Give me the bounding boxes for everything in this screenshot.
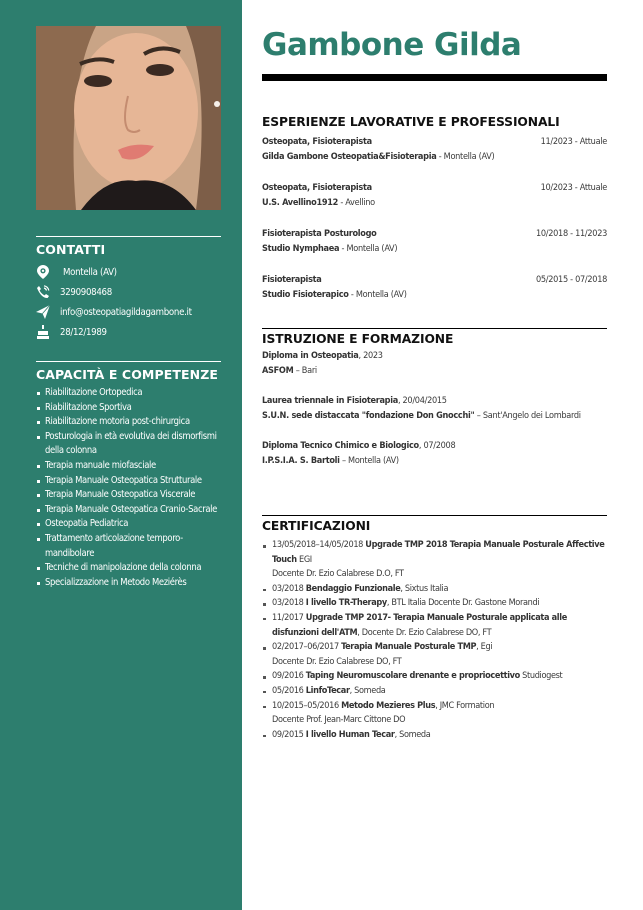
cert-provider: , BTL Italia Docente Dr. Gastone Morandi: [386, 598, 540, 609]
cert-provider: , Docente Dr. Ezio Calabrese DO, FT: [357, 627, 492, 638]
cert-item: [262, 582, 607, 597]
contact-email: [36, 302, 221, 322]
cert-item: [262, 538, 607, 582]
edu-school: I.P.S.I.A. S. Bartoli: [262, 456, 340, 466]
cert-date: 10/2015–05/2016: [272, 700, 342, 711]
cert-date: 11/2017: [272, 612, 306, 623]
skill-item: Riabilitazione Ortopedica: [36, 386, 221, 401]
edu-degree: Diploma Tecnico Chimico e Biologico: [262, 441, 419, 451]
skill-item: Specializzazione in Metodo Meziérès: [36, 576, 221, 591]
contact-phone: [36, 282, 221, 302]
job-employer: U.S. Avellino1912: [262, 198, 339, 208]
sidebar: [0, 0, 242, 910]
phone-icon: [36, 285, 50, 299]
cert-item: [262, 669, 607, 684]
divider: [36, 236, 221, 237]
cert-date: 09/2016: [272, 671, 306, 682]
cert-title: Taping Neuromuscolare drenante e propriocettivo: [305, 671, 520, 682]
job-dates: 11/2023 - Attuale: [540, 137, 607, 147]
cert-date: 13/05/2018–14/05/2018: [272, 540, 366, 550]
cert-title: Upgrade TMP 2017- Terapia Manuale Posturale applicata alle disfunzioni dell'ATM: [272, 612, 567, 638]
certifications-list: [262, 538, 607, 742]
skill-item: Terapia manuale miofasciale: [36, 459, 221, 474]
skills-section: [36, 361, 221, 590]
job-role: Osteopata, Fisioterapista: [262, 137, 372, 147]
experience-title: ESPERIENZE LAVORATIVE E PROFESSIONALI: [262, 115, 560, 129]
cert-provider: Studiogest: [519, 671, 563, 682]
skill-item: Terapia Manuale Osteopatica Viscerale: [36, 488, 221, 503]
job-place: - Avellino: [338, 198, 375, 208]
edu-school: S.U.N. sede distaccata "fondazione Don Gnocchi": [262, 411, 475, 421]
edu-place: – Montella (AV): [339, 456, 399, 466]
edu-degree: Diploma in Osteopatia: [262, 351, 359, 361]
job-role: Fisioterapista: [262, 275, 322, 285]
cert-date: 03/2018: [272, 583, 306, 594]
certifications-section: [262, 515, 607, 742]
edu-school: ASFOM: [262, 366, 294, 376]
cert-date: 02/2017–06/2017: [272, 642, 342, 653]
skill-item: Terapia Manuale Osteopatica Cranio-Sacrale: [36, 503, 221, 518]
edu-date: , 20/04/2015: [397, 396, 447, 406]
edu-degree: Laurea triennale in Fisioterapia: [262, 396, 398, 406]
cert-provider: , Someda: [349, 685, 386, 696]
job-entry: [262, 227, 607, 257]
cert-title: I livello TR-Therapy: [305, 598, 387, 609]
cert-teacher: Docente Prof. Jean-Marc Cittone DO: [272, 715, 406, 726]
contact-birthdate-value: 28/12/1989: [60, 326, 107, 338]
cert-title: Terapia Manuale Posturale TMP: [341, 642, 477, 653]
contact-location-value: Montella (AV): [63, 266, 117, 278]
skill-item: Riabilitazione Sportiva: [36, 401, 221, 416]
skills-title: CAPACITÀ E COMPETENZE: [36, 367, 219, 382]
education-entry: [262, 439, 607, 469]
cert-title: Metodo Mezieres Plus: [341, 700, 436, 711]
cert-title: Bendaggio Funzionale: [305, 583, 401, 594]
job-dates: 10/2018 - 11/2023: [535, 229, 607, 239]
cert-title: Upgrade TMP 2018 Terapia Manuale Posturale Affective Touch: [272, 540, 605, 565]
edu-date: , 2023: [358, 351, 383, 361]
cert-provider: , Sixtus Italia: [400, 583, 449, 594]
edu-place: – Sant'Angelo dei Lombardi: [474, 411, 581, 421]
cert-item: [262, 596, 607, 611]
job-dates: 10/2023 - Attuale: [540, 183, 607, 193]
divider: [262, 328, 607, 329]
profile-photo: [36, 26, 221, 210]
job-place: - Montella (AV): [436, 152, 495, 162]
contacts-title: CONTATTI: [36, 242, 106, 257]
skill-item: Riabilitazione motoria post-chirurgica: [36, 415, 221, 430]
cert-item: [262, 640, 607, 669]
skill-item: Trattamento articolazione temporo-mandibolare: [36, 532, 221, 561]
cert-date: 09/2015: [272, 729, 306, 740]
birthday-cake-icon: [36, 325, 50, 339]
job-employer: Studio Fisioterapico: [262, 290, 349, 300]
cert-date: 03/2018: [272, 598, 306, 609]
experience-section: [262, 115, 607, 319]
education-section: [262, 328, 607, 484]
education-title: ISTRUZIONE E FORMAZIONE: [262, 332, 454, 346]
job-entry: [262, 273, 607, 303]
job-place: - Montella (AV): [339, 244, 398, 254]
skills-list: [36, 386, 221, 590]
job-role: Osteopata, Fisioterapista: [262, 183, 372, 193]
edu-date: , 07/2008: [418, 441, 456, 451]
contact-phone-value[interactable]: 3290908468: [60, 286, 112, 298]
profile-photo-illustration: [36, 26, 221, 210]
divider: [36, 361, 221, 362]
contact-birthdate: [36, 322, 221, 342]
skill-item: Tecniche di manipolazione della colonna: [36, 561, 221, 576]
send-icon: [36, 305, 50, 319]
cert-title: LinfoTecar: [305, 685, 350, 696]
cert-provider: EGI: [296, 554, 312, 565]
edu-place: – Bari: [293, 366, 317, 376]
skill-item: Terapia Manuale Osteopatica Strutturale: [36, 474, 221, 489]
contact-location: [36, 262, 221, 282]
name-underline: [262, 74, 607, 81]
cert-item: [262, 684, 607, 699]
skill-item: Posturologia in età evolutiva dei dismorfismi della colonna: [36, 430, 221, 459]
job-entry: [262, 135, 607, 165]
contact-email-value[interactable]: info@osteopatiagildagambone.it: [60, 306, 192, 318]
cert-teacher: Docente Dr. Ezio Calabrese D.O, FT: [272, 569, 404, 580]
cert-item: [262, 728, 607, 743]
job-dates: 05/2015 - 07/2018: [535, 275, 607, 285]
cert-provider: , Egi: [476, 642, 493, 653]
cert-item: [262, 611, 607, 640]
certifications-title: CERTIFICAZIONI: [262, 519, 371, 533]
person-name: Gambone Gilda: [262, 27, 522, 63]
cert-provider: , Someda: [394, 729, 431, 740]
cert-title: I livello Human Tecar: [305, 729, 395, 740]
contacts-section: [36, 236, 221, 342]
cert-teacher: Docente Dr. Ezio Calabrese DO, FT: [272, 656, 402, 667]
job-employer: Gilda Gambone Osteopatia&Fisioterapia: [262, 152, 437, 162]
cert-date: 05/2016: [272, 685, 306, 696]
job-place: - Montella (AV): [348, 290, 407, 300]
education-entry: [262, 349, 607, 379]
job-employer: Studio Nymphaea: [262, 244, 340, 254]
skill-item: Osteopatia Pediatrica: [36, 517, 221, 532]
divider: [262, 515, 607, 516]
cert-item: [262, 699, 607, 728]
cert-provider: , JMC Formation: [435, 700, 495, 711]
location-pin-icon: [36, 265, 50, 279]
job-entry: [262, 181, 607, 211]
education-entry: [262, 394, 607, 424]
job-role: Fisioterapista Posturologo: [262, 229, 377, 239]
